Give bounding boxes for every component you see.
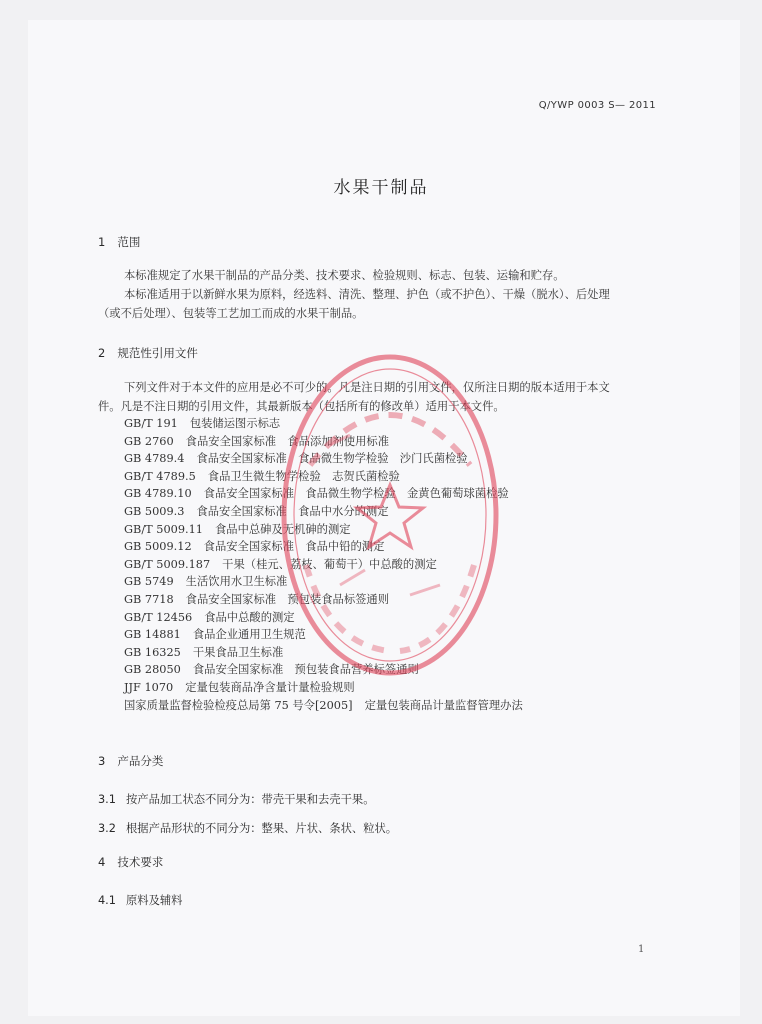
reference-item	[124, 468, 523, 486]
section-number: 1	[98, 235, 106, 249]
reference-title: 定量包装商品计量监督管理办法	[364, 698, 523, 712]
reference-item	[124, 556, 523, 574]
reference-code: GB/T 5009.11	[124, 522, 203, 536]
reference-code: GB 4789.4	[124, 452, 185, 466]
clause-text: 原料及辅料	[125, 894, 183, 907]
page-number: 1	[638, 944, 645, 955]
reference-item	[124, 521, 523, 539]
reference-item	[124, 485, 523, 503]
reference-title: 食品安全国家标准 食品添加剂使用标准	[185, 434, 390, 448]
paragraph: 本标准适用于以新鲜水果为原料，经选料、清洗、整理、护色（或不护色）、干燥（脱水）、后处理	[124, 288, 610, 301]
reference-code: GB 2760	[124, 434, 174, 448]
section-title: 技术要求	[117, 855, 164, 869]
reference-code: GB/T 191	[124, 417, 178, 430]
reference-list	[124, 415, 523, 714]
clause-4-1	[98, 892, 182, 908]
reference-title: 食品安全国家标准 食品中铅的测定	[203, 540, 385, 554]
reference-title: 食品中总砷及无机砷的测定	[214, 522, 351, 536]
clause-3-2	[98, 820, 397, 836]
reference-code: GB 14881	[124, 628, 181, 642]
reference-item	[124, 697, 523, 715]
reference-item	[124, 415, 523, 433]
reference-code: GB 4789.10	[124, 487, 192, 501]
clause-3-1	[98, 791, 375, 807]
section-4-heading	[98, 854, 163, 870]
reference-item	[124, 433, 523, 451]
paragraph: （或不后处理）、包装等工艺加工而成的水果干制品。	[98, 307, 364, 320]
reference-title: 食品卫生微生物学检验 志贺氏菌检验	[207, 469, 400, 483]
paragraph: 本标准规定了水果干制品的产品分类、技术要求、检验规则、标志、包装、运输和贮存。	[124, 269, 565, 282]
reference-title: 食品安全国家标准 食品中水分的测定	[196, 504, 389, 518]
section-number: 4	[98, 855, 106, 869]
reference-item	[124, 591, 523, 609]
reference-item	[124, 450, 523, 468]
clause-text: 按产品加工状态不同分为：带壳干果和去壳干果。	[125, 793, 375, 806]
reference-title: 定量包装商品净含量计量检验规则	[185, 680, 355, 694]
reference-title: 干果食品卫生标准	[192, 645, 284, 659]
reference-code: GB/T 5009.187	[124, 557, 211, 571]
clause-text: 根据产品形状的不同分为：整果、片状、条状、粒状。	[125, 822, 398, 835]
reference-title: 干果（桂元、荔枝、葡萄干）中总酸的测定	[222, 557, 437, 571]
section-1-heading	[98, 234, 140, 250]
paragraph: 件。凡是不注日期的引用文件，其最新版本（包括所有的修改单）适用于本文件。	[98, 400, 505, 413]
reference-code: GB 7718	[124, 592, 174, 606]
document-title: 水果干制品	[333, 178, 429, 198]
reference-item	[124, 661, 523, 679]
reference-code: GB 5009.3	[124, 504, 185, 518]
paragraph: 下列文件对于本文件的应用是必不可少的。凡是注日期的引用文件，仅所注日期的版本适用于本文	[124, 381, 610, 394]
reference-code: GB/T 12456	[124, 610, 193, 624]
reference-code: 国家质量监督检验检疫总局第 75 号令[2005]	[124, 698, 353, 712]
reference-item	[124, 503, 523, 521]
reference-title: 食品安全国家标准 预包装食品营养标签通则	[192, 663, 419, 677]
reference-item	[124, 573, 523, 591]
reference-item	[124, 626, 523, 644]
reference-title: 食品安全国家标准 食品微生物学检验 金黄色葡萄球菌检验	[203, 487, 509, 501]
reference-title: 生活饮用水卫生标准	[185, 575, 288, 589]
reference-code: GB/T 4789.5	[124, 469, 196, 483]
reference-item	[124, 538, 523, 556]
reference-title: 食品安全国家标准 预包装食品标签通则	[185, 592, 390, 606]
reference-code: GB 5009.12	[124, 540, 192, 554]
section-2-heading	[98, 345, 198, 361]
reference-title: 包装储运图示标志	[189, 417, 281, 430]
section-number: 2	[98, 346, 106, 360]
section-3-heading	[98, 753, 163, 769]
section-title: 规范性引用文件	[117, 346, 198, 360]
reference-code: GB 5749	[124, 575, 174, 589]
reference-code: JJF 1070	[124, 680, 174, 694]
reference-code: GB 16325	[124, 645, 181, 659]
clause-number: 3.2	[98, 822, 116, 835]
reference-title: 食品企业通用卫生规范	[192, 628, 306, 642]
clause-number: 4.1	[98, 894, 116, 907]
reference-title: 食品安全国家标准 食品微生物学检验 沙门氏菌检验	[196, 452, 468, 466]
section-title: 产品分类	[117, 754, 164, 768]
reference-code: GB 28050	[124, 663, 181, 677]
reference-item	[124, 609, 523, 627]
clause-number: 3.1	[98, 793, 116, 806]
document-code: Q/YWP 0003 S— 2011	[538, 100, 656, 111]
section-title: 范围	[117, 235, 141, 249]
section-number: 3	[98, 754, 106, 768]
reference-item	[124, 644, 523, 662]
reference-item	[124, 679, 523, 697]
reference-title: 食品中总酸的测定	[204, 610, 295, 624]
